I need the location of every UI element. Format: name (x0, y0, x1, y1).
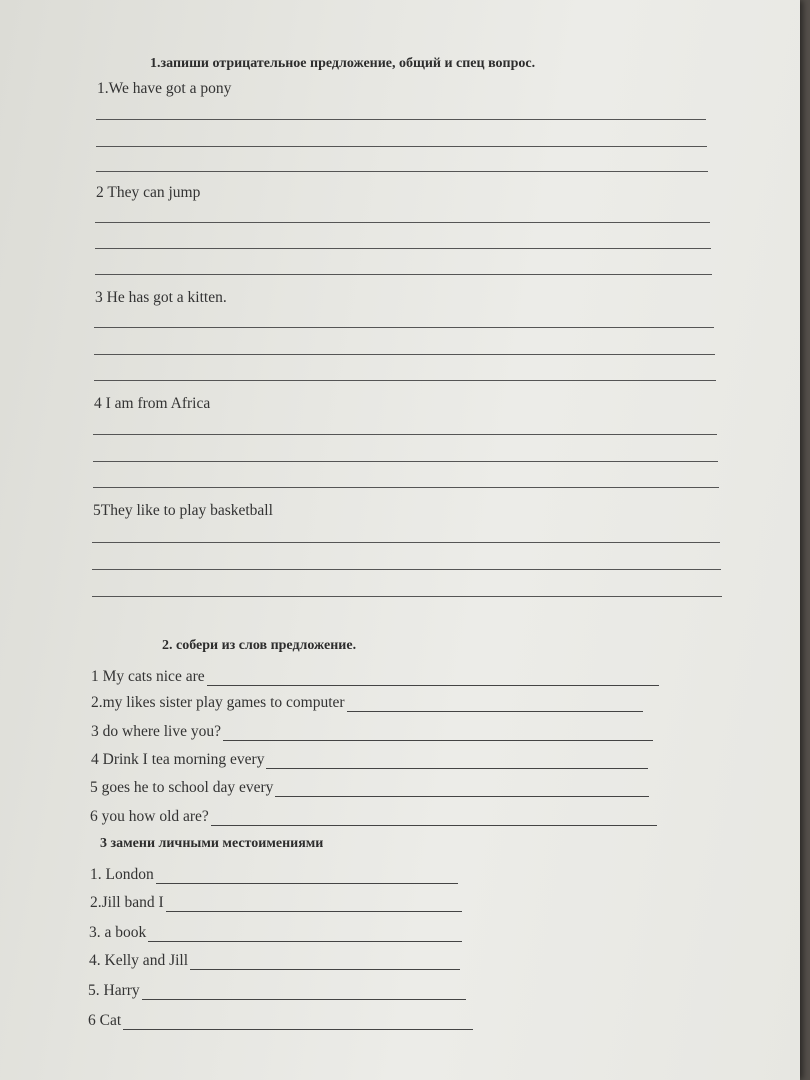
answer-blank (166, 897, 462, 912)
answer-blank (207, 671, 659, 686)
section2-row-5 (90, 779, 649, 797)
answer-line (94, 327, 714, 328)
section1-title: 1.запиши отрицательное предложение, общий и спец вопрос. (150, 56, 536, 71)
answer-line (93, 461, 718, 462)
section3-row-3 (89, 924, 462, 942)
section2-item-5: 5 goes he to school day every (90, 779, 274, 796)
section2-item-4: 4 Drink I tea morning every (91, 751, 265, 768)
answer-line (94, 354, 715, 355)
answer-blank (347, 697, 643, 712)
section2-item-2: 2.my likes sister play games to computer (91, 694, 345, 711)
section2-row-3 (91, 723, 653, 741)
answer-line (92, 542, 720, 543)
section3-title: 3 замени личными местоимениями (100, 836, 324, 851)
answer-line (95, 248, 711, 249)
answer-line (96, 171, 708, 172)
answer-line (94, 380, 716, 381)
section1-item-4: 4 I am from Africa (94, 395, 211, 412)
section2-item-3: 3 do where live you? (91, 723, 221, 740)
answer-blank (211, 811, 657, 826)
answer-line (95, 222, 710, 223)
answer-blank (156, 869, 458, 884)
section3-row-2 (90, 894, 462, 912)
section3-row-1 (90, 866, 458, 884)
answer-blank (223, 726, 653, 741)
section2-title: 2. собери из слов предложение. (162, 638, 357, 653)
section2-item-1: 1 My cats nice are (91, 668, 205, 685)
answer-line (92, 569, 721, 570)
section2-row-6 (90, 808, 657, 826)
answer-blank (148, 927, 462, 942)
section3-item-6: 6 Cat (88, 1012, 122, 1029)
answer-blank (142, 985, 466, 1000)
section1-item-2: 2 They can jump (96, 184, 201, 201)
answer-blank (190, 955, 460, 970)
answer-blank (275, 782, 649, 797)
answer-line (93, 487, 719, 488)
section1-item-1: 1.We have got a pony (97, 80, 232, 97)
section3-item-5: 5. Harry (88, 982, 140, 999)
section1-item-3: 3 He has got a kitten. (95, 289, 227, 306)
answer-line (92, 596, 722, 597)
section2-row-4 (91, 751, 648, 769)
section3-item-3: 3. a book (89, 924, 147, 941)
answer-line (96, 119, 706, 120)
answer-blank (266, 754, 648, 769)
section2-row-2 (91, 694, 643, 712)
section3-row-5 (88, 982, 466, 1000)
section3-item-1: 1. London (90, 866, 154, 883)
answer-line (95, 274, 712, 275)
answer-line (93, 434, 717, 435)
section2-row-1 (91, 668, 659, 686)
answer-line (96, 146, 707, 147)
section1-item-5: 5They like to play basketball (93, 502, 273, 519)
section3-row-6 (88, 1012, 473, 1030)
section2-item-6: 6 you how old are? (90, 808, 209, 825)
answer-blank (123, 1015, 473, 1030)
section3-item-2: 2.Jill band I (90, 894, 164, 911)
section3-row-4 (89, 952, 460, 970)
section3-item-4: 4. Kelly and Jill (89, 952, 189, 969)
